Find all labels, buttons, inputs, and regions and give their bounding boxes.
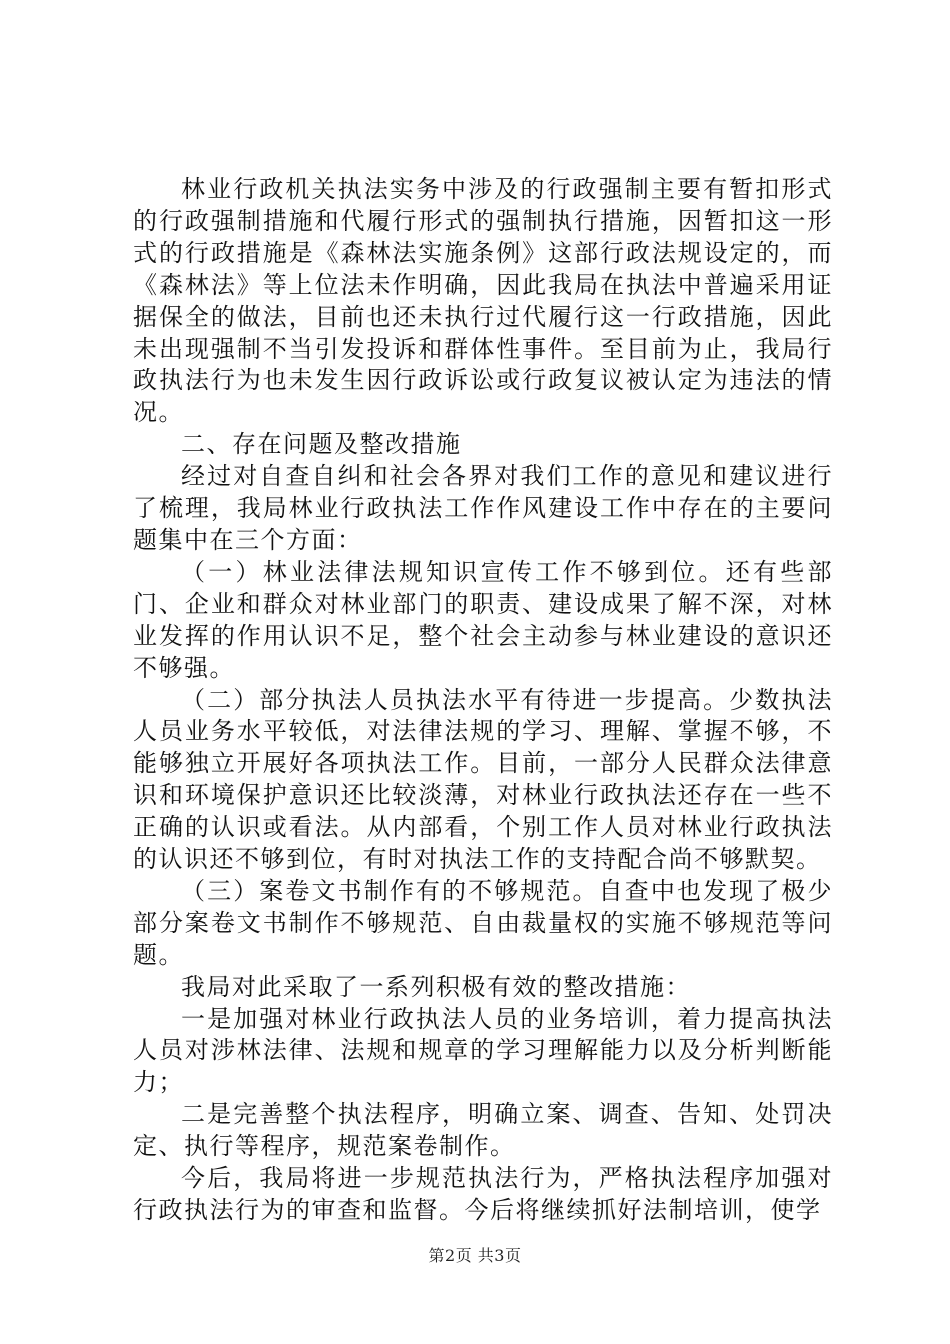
paragraph-measures-intro: 我局对此采取了一系列积极有效的整改措施： (181, 972, 691, 1001)
page-number-footer: 第2页 共3页 (428, 1246, 522, 1265)
paragraph-problems-intro: 经过对自查自纠和社会各界对我们工作的意见和建议进行了梳理，我局林业行政执法工作作风建设工作中存在的主要问题集中在三个方面： (133, 462, 833, 554)
paragraph-measure-1: 一是加强对林业行政执法人员的业务培训，着力提高执法人员对涉林法律、法规和规章的学习理解能力以及分析判断能力； (133, 1004, 833, 1097)
paragraph-measure-2: 二是完善整个执法程序，明确立案、调查、告知、处罚决定、执行等程序，规范案卷制作。 (133, 1100, 833, 1161)
paragraph-problem-2: （二）部分执法人员执法水平有待进一步提高。少数执法人员业务水平较低，对法律法规的学习、理解、掌握不够，不能够独立开展好各项执法工作。目前，一部分人民群众法律意识和环境保护意识还比较淡薄，对林业行政执法还存在一些不正确的认识或看法。从内部看，个别工作人员对林业行政执法的认识还不够到位，有时对执法工作的支持配合尚不够默契。 (133, 685, 833, 874)
paragraph-future-plans: 今后，我局将进一步规范执法行为，严格执法程序加强对行政执法行为的审查和监督。今后将继续抓好法制培训，使学 (133, 1164, 833, 1224)
paragraph-problem-1: （一）林业法律法规知识宣传工作不够到位。还有些部门、企业和群众对林业部门的职责、建设成果了解不深，对林业发挥的作用认识不足，整个社会主动参与林业建设的意识还不够强。 (133, 557, 833, 682)
paragraph-enforcement-overview: 林业行政机关执法实务中涉及的行政强制主要有暂扣形式的行政强制措施和代履行形式的强制执行措施，因暂扣这一形式的行政措施是《森林法实施条例》这部行政法规设定的，而《森林法》等上位法未作明确，因此我局在执法中普遍采用证据保全的做法，目前也还未执行过代履行这一行政措施，因此未出现强制不当引发投诉和群体性事件。至目前为止，我局行政执法行为也未发生因行政诉讼或行政复议被认定为违法的情况。 (133, 175, 833, 427)
document-body (133, 174, 833, 1227)
section-heading-problems: 二、存在问题及整改措施 (181, 430, 462, 459)
paragraph-problem-3: （三）案卷文书制作有的不够规范。自查中也发现了极少部分案卷文书制作不够规范、自由裁量权的实施不够规范等问题。 (133, 876, 833, 969)
